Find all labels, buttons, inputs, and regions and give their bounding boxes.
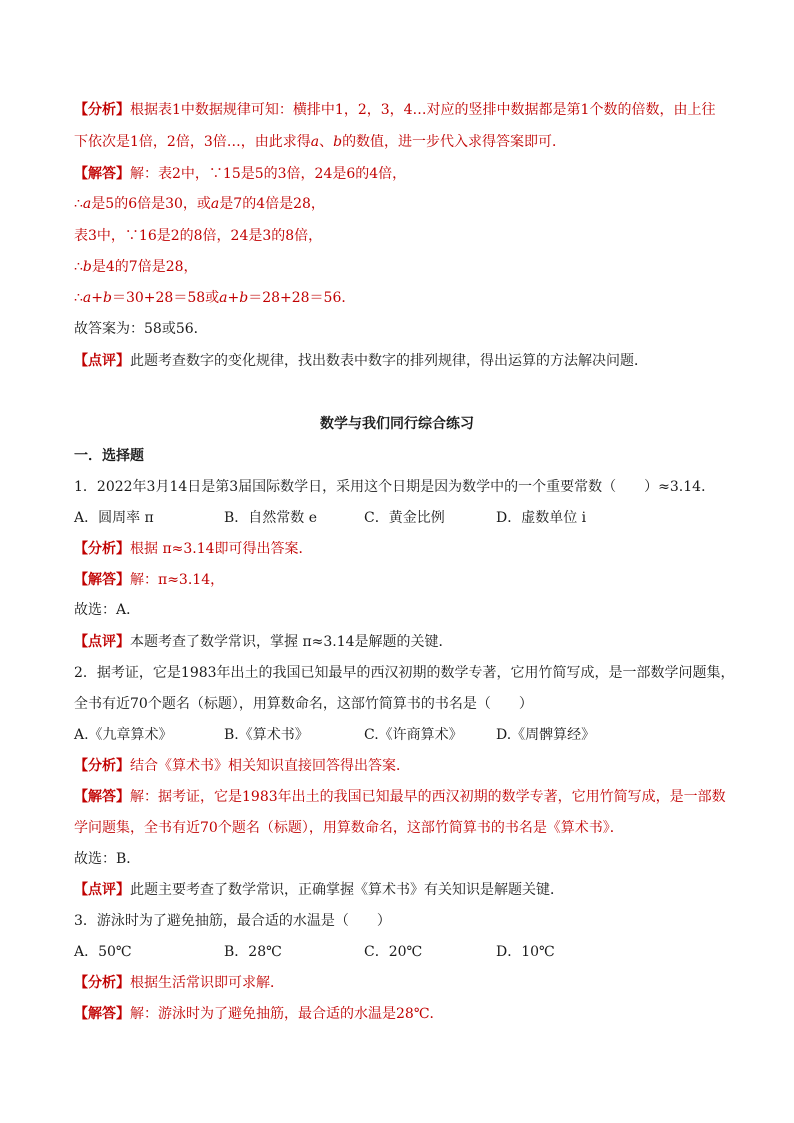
q1-comment-text: 本题考查了数学常识，掌握 π≈3.14是解题的关键． <box>130 634 453 650</box>
q2-option-a: A.《九章算术》 <box>74 727 173 743</box>
therefore-symbol: ∴ <box>74 290 83 306</box>
analysis-tag: 【分析】 <box>74 541 130 557</box>
q3-option-d: D．10℃ <box>496 944 555 960</box>
q1-comment <box>74 632 734 652</box>
solution-text-5b: ＝28+28＝56． <box>248 290 356 306</box>
q3-stem: 3．游泳时为了避免抽筋，最合适的水温是（ ） <box>74 913 391 929</box>
q2-solution-text-1: 解：据考证，它是1983年出土的我国已知最早的西汉初期的数学专著，它用竹简写成，是一部数 <box>130 789 726 805</box>
q3-option-a: A．50℃ <box>74 944 132 960</box>
solution-line-4 <box>74 257 734 277</box>
section-title: 数学与我们同行综合练习 <box>320 416 474 432</box>
q2-option-b: B.《算术书》 <box>224 727 309 743</box>
q1-option-a: A．圆周率 π <box>74 510 154 526</box>
var-a: a <box>82 196 92 212</box>
analysis-text: 根据表1中数据规律可知：横排中1，2，3，4…对应的竖排中数据都是第1个数的倍数，由上往 <box>130 102 716 118</box>
comment-tag: 【点评】 <box>74 882 130 898</box>
solution-tag: 【解答】 <box>74 572 130 588</box>
analysis-text-2b: 的数值，进一步代入求得答案即可． <box>342 134 567 150</box>
q1-analysis-text: 根据 π≈3.14即可得出答案． <box>130 541 313 557</box>
analysis-tag: 【分析】 <box>74 758 130 774</box>
var-a: a <box>310 134 320 150</box>
q2-stem-line-1: 2．据考证，它是1983年出土的我国已知最早的西汉初期的数学专著，它用竹简写成，是一部数学问题集， <box>74 665 735 681</box>
q2-solution-line-2: 学问题集，全书有近70个题名（标题），用算数命名，这部竹简算书的书名是《算术书》． <box>74 820 624 836</box>
var-a: a <box>210 196 220 212</box>
solution-text-4: 是4的7倍是28， <box>91 259 198 275</box>
analysis-tag: 【分析】 <box>74 975 130 991</box>
q1-stem: 1．2022年3月14日是第3届国际数学日，采用这个日期是因为数学中的一个重要常数（ ）≈3.14． <box>74 479 716 495</box>
sep: 、 <box>319 134 334 150</box>
q1-option-d: D．虚数单位 i <box>496 510 587 526</box>
q1-solution <box>74 570 734 590</box>
expr-a-plus-b: a+b <box>219 290 249 306</box>
answer-line: 故答案为：58或56． <box>74 321 208 337</box>
solution-tag: 【解答】 <box>74 789 130 805</box>
solution-line-5 <box>74 288 734 308</box>
solution-text-5a: ＝30+28＝58或 <box>111 290 220 306</box>
q2-comment <box>74 880 734 900</box>
q2-comment-text: 此题主要考查了数学常识，正确掌握《算术书》有关知识是解题关键． <box>130 882 564 898</box>
q1-answer: 故选：A． <box>74 602 141 618</box>
comment-text: 此题考查数字的变化规律，找出数表中数字的排列规律，得出运算的方法解决问题． <box>130 353 648 369</box>
solution-text-2a: 是5的6倍是30，或 <box>91 196 211 212</box>
expr-a-plus-b: a+b <box>82 290 112 306</box>
q3-option-c: C．20℃ <box>364 944 423 960</box>
var-b: b <box>333 134 343 150</box>
q2-option-d: D.《周髀算经》 <box>496 727 596 743</box>
analysis-tag: 【分析】 <box>74 102 130 118</box>
q2-solution-line-1 <box>74 787 734 807</box>
comment-line <box>74 351 734 371</box>
solution-text-2b: 是7的4倍是28， <box>219 196 325 212</box>
solution-tag: 【解答】 <box>74 1006 130 1022</box>
solution-line-2 <box>74 194 734 214</box>
q2-option-c: C.《许商算术》 <box>364 727 463 743</box>
therefore-symbol: ∴ <box>74 259 83 275</box>
solution-line-3: 表3中，∵16是2的8倍，24是3的8倍， <box>74 228 323 244</box>
comment-tag: 【点评】 <box>74 353 130 369</box>
analysis-line-2 <box>74 132 734 152</box>
comment-tag: 【点评】 <box>74 634 130 650</box>
q1-solution-text: 解：π≈3.14， <box>130 572 225 588</box>
var-b: b <box>82 259 92 275</box>
solution-text-1: 解：表2中，∵15是5的3倍，24是6的4倍， <box>130 166 407 182</box>
q3-analysis <box>74 973 734 993</box>
q1-analysis <box>74 539 734 559</box>
therefore-symbol: ∴ <box>74 196 83 212</box>
solution-tag: 【解答】 <box>74 166 130 182</box>
q2-analysis <box>74 756 734 776</box>
solution-line-1 <box>74 164 734 184</box>
q3-solution-text: 解：游泳时为了避免抽筋，最合适的水温是28℃． <box>130 1006 444 1022</box>
section-heading: 一．选择题 <box>74 448 144 464</box>
q2-answer: 故选：B． <box>74 851 141 867</box>
q1-option-b: B．自然常数 e <box>224 510 318 526</box>
analysis-text-2a: 下依次是1倍，2倍，3倍…，由此求得 <box>74 134 311 150</box>
q3-option-b: B．28℃ <box>224 944 282 960</box>
q3-solution <box>74 1004 734 1024</box>
q1-option-c: C．黄金比例 <box>364 510 445 526</box>
q3-analysis-text: 根据生活常识即可求解． <box>130 975 284 991</box>
q2-analysis-text: 结合《算术书》相关知识直接回答得出答案． <box>130 758 410 774</box>
q2-stem-line-2: 全书有近70个题名（标题），用算数命名，这部竹简算书的书名是（ ） <box>74 696 533 712</box>
analysis-line <box>74 100 734 120</box>
